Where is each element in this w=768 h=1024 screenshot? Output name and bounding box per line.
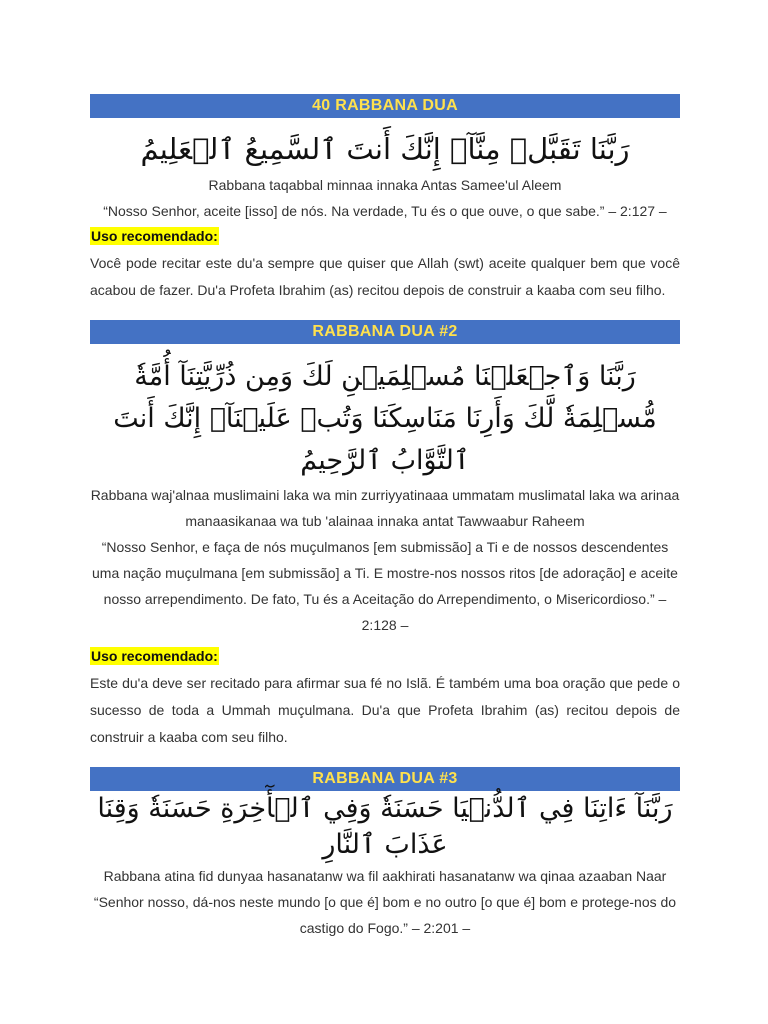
dua-section-2 [90,320,680,751]
usage-label-line [90,224,680,250]
arabic-verse: رَبَّنَا وَٱجۡعَلۡنَا مُسۡلِمَيۡنِ لَكَ وَمِن ذُرِّيَّتِنَآ أُمَّةٗ مُّسۡلِمَةٗ لَّكَ وَأَرِنَا مَنَاسِكَنَا وَتُبۡ عَلَيۡنَآۖ إِنَّكَ أَنتَ ٱلتَّوَّابُ ٱلرَّحِيمُ [113,361,657,476]
dua-section-3 [90,767,680,941]
usage-text: Este du'a deve ser recitado para afirmar sua fé no Islã. É também uma boa oração que pede o sucesso de toda a Ummah muçulmana. Du'a que Profeta Ibrahim (as) recitou depois de construir a kaaba com seu filho. [90,675,680,745]
translation: “Nosso Senhor, aceite [isso] de nós. Na verdade, Tu és o que ouve, o que sabe.” – 2:127 – [103,203,667,219]
arabic-verse: رَبَّنَا تَقَبَّلۡ مِنَّآۖ إِنَّكَ أَنتَ ٱلسَّمِيعُ ٱلۡعَلِيمُ [140,132,630,166]
dua-section-1 [90,94,680,304]
usage-label-line [90,644,680,670]
usage-label: Uso recomendado: [91,228,218,244]
transliteration: Rabbana atina fid dunyaa hasanatanw wa fil aakhirati hasanatanw wa qinaa azaaban Naar [103,868,667,884]
transliteration: Rabbana waj'alnaa muslimaini laka wa min zurriyyatinaaa ummatam muslimatal laka wa arinaa manaasikanaa wa tub 'alainaa innaka antat Tawwaabur Raheem [90,487,680,529]
translation: “Senhor nosso, dá-nos neste mundo [o que é] bom e no outro [o que é] bom e protege-nos do castigo do Fogo.” – 2:201 – [93,894,677,936]
section-title-bar: 40 RABBANA DUA [90,94,680,118]
translation: “Nosso Senhor, e faça de nós muçulmanos [em submissão] a Ti e de nossos descendentes uma nação muçulmana [em submissão] a Ti. E mostre-nos nossos ritos [de adoração] e aceite nosso arrependimento. De fato, Tu és a Aceitação do Arrependimento, o Misericordioso.” – 2:128 – [92,539,678,633]
section-title-bar: RABBANA DUA #2 [90,320,680,344]
usage-label: Uso recomendado: [91,648,218,664]
arabic-verse: رَبَّنَآ ءَاتِنَا فِي ٱلدُّنۡيَا حَسَنَةٗ وَفِي ٱلۡأٓخِرَةِ حَسَنَةٗ وَقِنَا عَذَابَ ٱلنَّارِ [97,793,673,860]
document-page [90,94,680,941]
section-title-bar: RABBANA DUA #3 [90,767,680,791]
usage-text: Você pode recitar este du'a sempre que quiser que Allah (swt) aceite qualquer bem que você acabou de fazer. Du'a Profeta Ibrahim (as) recitou depois de construir a kaaba com seu filho. [90,255,680,298]
transliteration: Rabbana taqabbal minnaa innaka Antas Samee'ul Aleem [208,177,562,193]
